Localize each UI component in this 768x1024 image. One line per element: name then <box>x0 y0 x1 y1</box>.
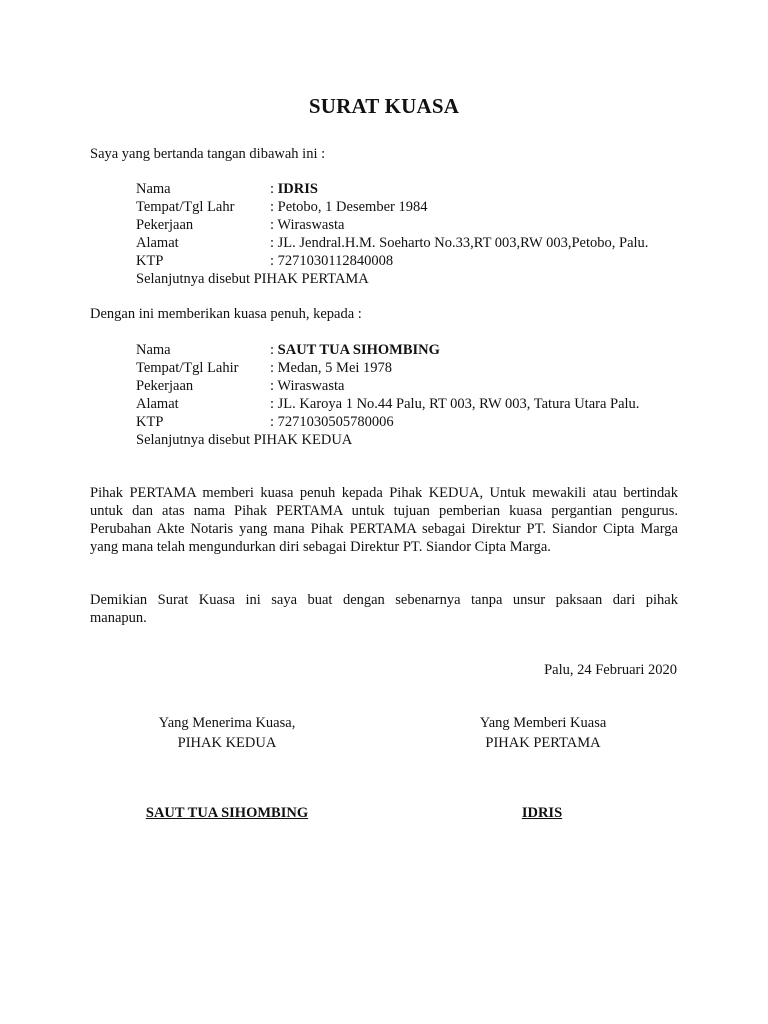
field-label: Nama <box>136 342 171 358</box>
field-value: JL. Jendral.H.M. Soeharto No.33,RT 003,RW 003,Petobo, Palu. <box>277 235 649 251</box>
paragraph-line: Perubahan Akte Notaris yang mana Pihak PERTAMA sebagai Direktur PT. Siandor Cipta Marga <box>90 521 678 537</box>
paragraph-line: yang mana telah mengundurkan diri sebagai Direktur PT. Siandor Cipta Marga. <box>90 539 551 555</box>
field-value: 7271030505780006 <box>277 414 394 430</box>
field-value: SAUT TUA SIHOMBING <box>277 342 440 358</box>
place-date: Palu, 24 Februari 2020 <box>544 662 677 678</box>
field-value: Medan, 5 Mei 1978 <box>277 360 393 376</box>
first-party-birth-row: Tempat/Tgl Lahr : Petobo, 1 Desember 1984 <box>136 199 428 215</box>
first-party-ktp-row: KTP : 7271030112840008 <box>136 253 394 269</box>
field-value: Wiraswasta <box>277 378 345 394</box>
transition-text: Dengan ini memberikan kuasa penuh, kepada : <box>90 306 362 322</box>
field-value: JL. Karoya 1 No.44 Palu, RT 003, RW 003, Tatura Utara Palu. <box>277 396 640 412</box>
signature-right <box>443 713 643 753</box>
intro-text: Saya yang bertanda tangan dibawah ini : <box>90 146 326 162</box>
first-party-closing: Selanjutnya disebut PIHAK PERTAMA <box>136 271 369 287</box>
field-label: KTP <box>136 414 164 430</box>
field-label: Tempat/Tgl Lahr <box>136 199 235 215</box>
signature-left <box>127 713 327 753</box>
second-party-ktp-row: KTP : 7271030505780006 <box>136 414 394 430</box>
body-paragraph <box>90 484 678 556</box>
first-party-job-row: Pekerjaan : Wiraswasta <box>136 217 345 233</box>
field-value: IDRIS <box>277 181 318 197</box>
document-title: SURAT KUASA <box>308 94 460 118</box>
field-value: 7271030112840008 <box>277 253 394 269</box>
field-value: Petobo, 1 Desember 1984 <box>277 199 428 215</box>
first-party-address-row: Alamat : JL. Jendral.H.M. Soeharto No.33,RT 003,RW 003,Petobo, Palu. <box>136 235 649 251</box>
signature-role: PIHAK PERTAMA <box>485 735 601 751</box>
signature-role: PIHAK KEDUA <box>177 735 277 751</box>
field-label: Alamat <box>136 396 179 412</box>
field-label: KTP <box>136 253 164 269</box>
signature-caption: Yang Menerima Kuasa, <box>158 715 296 731</box>
paragraph-line: Demikian Surat Kuasa ini saya buat dengan sebenarnya tanpa unsur paksaan dari pihak <box>90 592 678 608</box>
paragraph-line: manapun. <box>90 610 147 626</box>
field-label: Nama <box>136 181 171 197</box>
field-label: Alamat <box>136 235 179 251</box>
signature-name-right: IDRIS <box>521 805 563 821</box>
field-label: Pekerjaan <box>136 217 194 233</box>
field-label: Pekerjaan <box>136 378 194 394</box>
signature-name-left: SAUT TUA SIHOMBING <box>145 805 309 821</box>
signature-caption: Yang Memberi Kuasa <box>479 715 607 731</box>
field-label: Tempat/Tgl Lahir <box>136 360 239 376</box>
second-party-closing: Selanjutnya disebut PIHAK KEDUA <box>136 432 353 448</box>
closing-paragraph <box>90 591 678 627</box>
second-party-address-row: Alamat : JL. Karoya 1 No.44 Palu, RT 003, RW 003, Tatura Utara Palu. <box>136 396 640 412</box>
second-party-job-row: Pekerjaan : Wiraswasta <box>136 378 345 394</box>
field-value: Wiraswasta <box>277 217 345 233</box>
first-party-name-row: Nama : IDRIS <box>136 181 318 197</box>
paragraph-line: untuk dan atas nama Pihak PERTAMA untuk tujuan pemberian kuasa pergantian pengurus. <box>90 503 678 519</box>
second-party-name-row: Nama : SAUT TUA SIHOMBING <box>136 342 440 358</box>
paragraph-line: Pihak PERTAMA memberi kuasa penuh kepada Pihak KEDUA, Untuk mewakili atau bertindak <box>90 485 678 501</box>
second-party-birth-row: Tempat/Tgl Lahir : Medan, 5 Mei 1978 <box>136 360 393 376</box>
